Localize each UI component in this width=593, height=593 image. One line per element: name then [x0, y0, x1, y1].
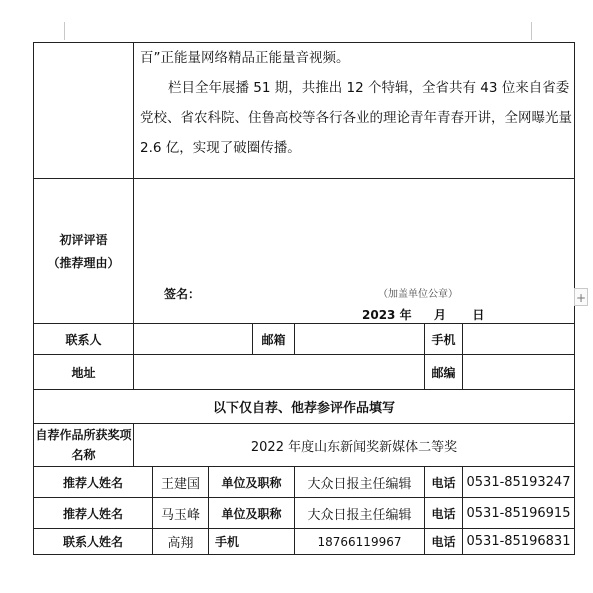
person-unit: 大众日报主任编辑 [295, 498, 425, 529]
person-tel-label: 电话 [425, 467, 463, 498]
person-role-label: 联系人姓名 [34, 529, 153, 555]
description-paragraph: 栏目全年展播 51 期，共推出 12 个特辑，全省共有 43 位来自省委党校、省农科院、住鲁高校等各行各业的理论青年青春开讲，全网曝光量 2.6 亿，实现了破圈传播。 [140, 80, 572, 156]
contact-row [34, 324, 575, 355]
application-form-table [33, 42, 575, 555]
address-value-cell[interactable] [134, 355, 425, 390]
date-day: 日 [472, 308, 485, 322]
award-value: 2022 年度山东新闻奖新媒体二等奖 [134, 424, 575, 467]
review-comment-cell[interactable] [134, 179, 575, 324]
person-unit-label: 单位及职称 [209, 467, 295, 498]
review-sublabel: （推荐理由） [47, 256, 120, 270]
section-heading-row [34, 390, 575, 424]
person-tel: 0531-85193247 [463, 467, 575, 498]
person-row [34, 529, 575, 555]
review-date [362, 306, 484, 323]
add-row-button[interactable]: + [574, 288, 588, 306]
stamp-note: （加盖单位公章） [378, 289, 458, 300]
person-role-label: 推荐人姓名 [34, 467, 153, 498]
phone-value-cell[interactable] [463, 324, 575, 355]
description-label-cell [34, 43, 134, 179]
date-month: 月 [433, 308, 446, 322]
contact-label: 联系人 [34, 324, 134, 355]
date-year: 2023 年 [362, 308, 412, 322]
email-value-cell[interactable] [295, 324, 425, 355]
person-tel-label: 电话 [425, 529, 463, 555]
review-comment-row [34, 179, 575, 324]
address-row [34, 355, 575, 390]
person-mobile: 18766119967 [295, 529, 425, 555]
contact-value-cell[interactable] [134, 324, 253, 355]
review-label: 初评评语 [59, 233, 108, 247]
person-role-label: 推荐人姓名 [34, 498, 153, 529]
person-mobile-label: 手机 [209, 529, 295, 555]
section-heading: 以下仅自荐、他荐参评作品填写 [34, 390, 575, 424]
person-row [34, 498, 575, 529]
signature-label: 签名： [164, 287, 201, 301]
project-description-row [34, 43, 575, 179]
person-name: 高翔 [153, 529, 209, 555]
person-unit-label: 单位及职称 [209, 498, 295, 529]
review-label-cell [34, 179, 134, 324]
person-name: 马玉峰 [153, 498, 209, 529]
person-tel-label: 电话 [425, 498, 463, 529]
page-margin-mark-left [64, 22, 65, 40]
phone-label: 手机 [425, 324, 463, 355]
person-unit: 大众日报主任编辑 [295, 467, 425, 498]
postcode-label: 邮编 [425, 355, 463, 390]
person-tel: 0531-85196915 [463, 498, 575, 529]
email-label: 邮箱 [253, 324, 295, 355]
person-tel: 0531-85196831 [463, 529, 575, 555]
award-row [34, 424, 575, 467]
page-margin-mark-right [531, 22, 532, 40]
person-row [34, 467, 575, 498]
address-label: 地址 [34, 355, 134, 390]
person-name: 王建国 [153, 467, 209, 498]
award-label: 自荐作品所获奖项名称 [34, 424, 134, 467]
description-cell [134, 43, 575, 179]
postcode-value-cell[interactable] [463, 355, 575, 390]
description-line-1: 百”正能量网络精品正能量音视频。 [140, 50, 350, 66]
